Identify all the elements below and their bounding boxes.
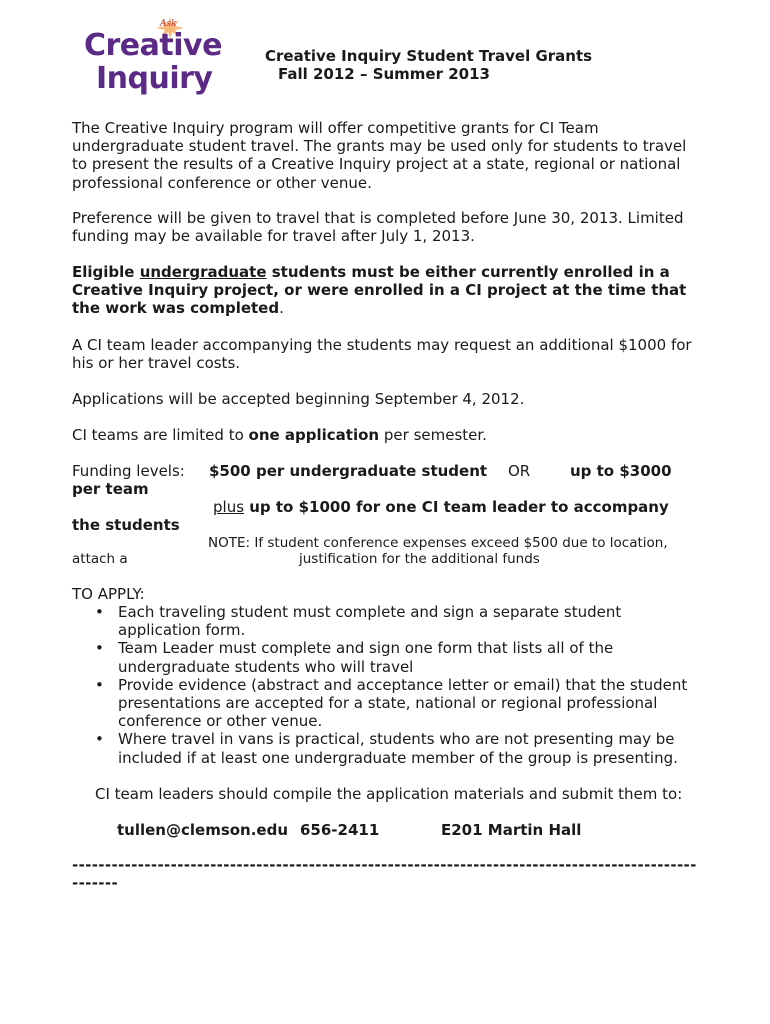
- leader-line: A CI team leader accompanying the students may request an additional $1000 for: [72, 336, 692, 354]
- list-item: [73, 730, 713, 766]
- item-line: Provide evidence (abstract and acceptance letter or email) that the student: [118, 675, 688, 694]
- intro-line: undergraduate student travel. The grants may be used only for students to travel: [72, 137, 687, 156]
- contact-office: E201 Martin Hall: [441, 821, 582, 839]
- funding-amount: $500 per undergraduate student: [209, 462, 488, 480]
- bullet-icon: •: [95, 639, 104, 658]
- accepted-date: Applications will be accepted beginning September 4, 2012.: [72, 390, 525, 408]
- contact-phone: 656-2411: [300, 821, 380, 839]
- preference-paragraph: [72, 209, 683, 245]
- list-item: [73, 603, 713, 639]
- eligibility-paragraph: [72, 263, 686, 318]
- plus-rest: up to $1000 for one CI team leader to accompany: [244, 498, 669, 516]
- contact-email[interactable]: tullen@clemson.edu: [117, 821, 289, 839]
- list-item: [73, 676, 713, 731]
- funding-or: OR: [508, 462, 531, 480]
- logo-text-creative: Creative: [84, 28, 222, 63]
- logo-tag: Ask: [160, 19, 177, 29]
- preference-line: funding may be available for travel after July 1, 2013.: [72, 227, 475, 246]
- intro-line: to present the results of a Creative Inquiry project at a state, regional or national: [72, 155, 681, 174]
- item-line: undergraduate students who will travel: [118, 657, 414, 676]
- eligible-text: Eligible: [72, 263, 140, 281]
- eligible-line: the work was completed: [72, 299, 280, 318]
- funding-upto: up to $3000: [570, 462, 672, 480]
- logo-text-inquiry: Inquiry: [96, 61, 213, 96]
- intro-line: The Creative Inquiry program will offer competitive grants for CI Team: [72, 119, 599, 137]
- item-line: Each traveling student must complete and sign a separate student: [118, 603, 622, 621]
- dashed-divider-end: -------: [72, 874, 119, 892]
- limit-bold: one application: [248, 426, 380, 444]
- item-line: included if at least one undergraduate member of the group is presenting.: [118, 748, 678, 767]
- funding-the-students: the students: [72, 516, 180, 534]
- plus-underlined: plus: [213, 498, 245, 516]
- eligible-period: .: [279, 299, 284, 318]
- item-line: application form.: [118, 621, 246, 640]
- team-leader-paragraph: [72, 336, 692, 372]
- item-line: Where travel in vans is practical, students who are not presenting may be: [118, 730, 675, 749]
- funding-note-line1: NOTE: If student conference expenses exceed $500 due to location,: [208, 535, 668, 551]
- limit-text: CI teams are limited to: [72, 426, 249, 444]
- submit-instructions: CI team leaders should compile the application materials and submit them to:: [95, 785, 683, 803]
- apply-heading: TO APPLY:: [72, 585, 145, 603]
- funding-note-line2: justification for the additional funds: [299, 551, 540, 567]
- funding-plus-line: [213, 498, 669, 516]
- item-line: presentations are accepted for a state, national or regional professional: [118, 694, 658, 713]
- dashed-divider: -----------------------------------------------------------------------------------------------: [72, 856, 697, 874]
- undergraduate-underlined: undergraduate: [139, 263, 267, 281]
- application-limit: [72, 426, 487, 444]
- bullet-icon: •: [95, 675, 104, 694]
- page-subtitle: Fall 2012 – Summer 2013: [278, 65, 490, 83]
- page-title: Creative Inquiry Student Travel Grants: [265, 47, 593, 65]
- eligible-line: Creative Inquiry project, or were enrolled in a CI project at the time that: [72, 281, 687, 300]
- item-line: Team Leader must complete and sign one form that lists all of the: [118, 639, 614, 658]
- funding-label: Funding levels:: [72, 462, 185, 480]
- bullet-icon: •: [95, 730, 104, 749]
- apply-list: [73, 603, 713, 767]
- leader-line: his or her travel costs.: [72, 354, 241, 373]
- item-line: conference or other venue.: [118, 712, 323, 731]
- intro-paragraph: [72, 119, 686, 192]
- limit-text: per semester.: [379, 426, 487, 444]
- bullet-icon: •: [95, 603, 104, 621]
- list-item: [73, 639, 713, 675]
- funding-attach: attach a: [72, 551, 128, 567]
- preference-line: Preference will be given to travel that is completed before June 30, 2013. Limited: [72, 209, 684, 227]
- funding-per-team: per team: [72, 480, 149, 498]
- intro-line: professional conference or other venue.: [72, 173, 372, 192]
- eligible-text: students must be either currently enrolled in a: [266, 263, 670, 281]
